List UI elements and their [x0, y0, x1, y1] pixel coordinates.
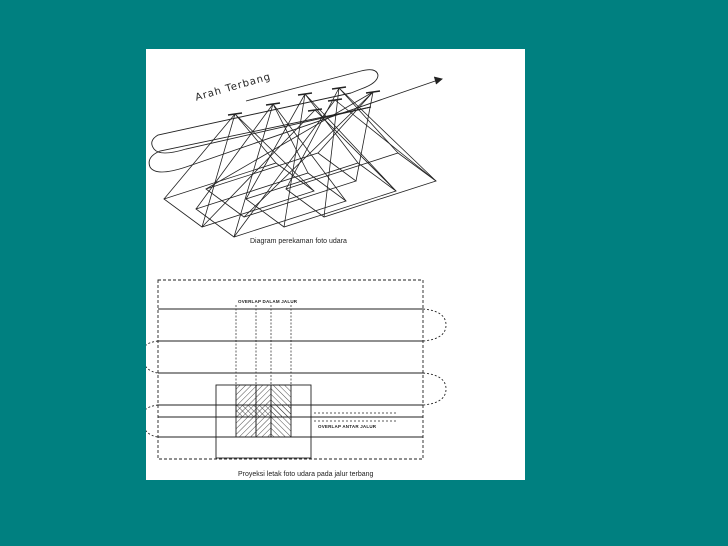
overlap-along-track-label: OVERLAP DALAM JALUR: [238, 299, 298, 304]
sidelap-zone: [236, 405, 291, 417]
top-diagram-caption: Diagram perekaman foto udara: [250, 238, 347, 245]
flight-direction-label: Arah Terbang: [194, 71, 273, 104]
scanned-figure-page: [146, 49, 525, 480]
flight-line-projection-diagram: [146, 49, 525, 480]
turn-loop-left-1: [146, 341, 158, 373]
turn-loop-right-1: [423, 309, 446, 341]
turn-loop-left-2: [146, 405, 158, 437]
bottom-diagram-caption: Proyeksi letak foto udara pada jalur terbang: [238, 471, 374, 478]
turn-loop-right-2: [423, 373, 446, 405]
overlap-across-track-label: OVERLAP ANTAR JALUR: [318, 424, 377, 429]
